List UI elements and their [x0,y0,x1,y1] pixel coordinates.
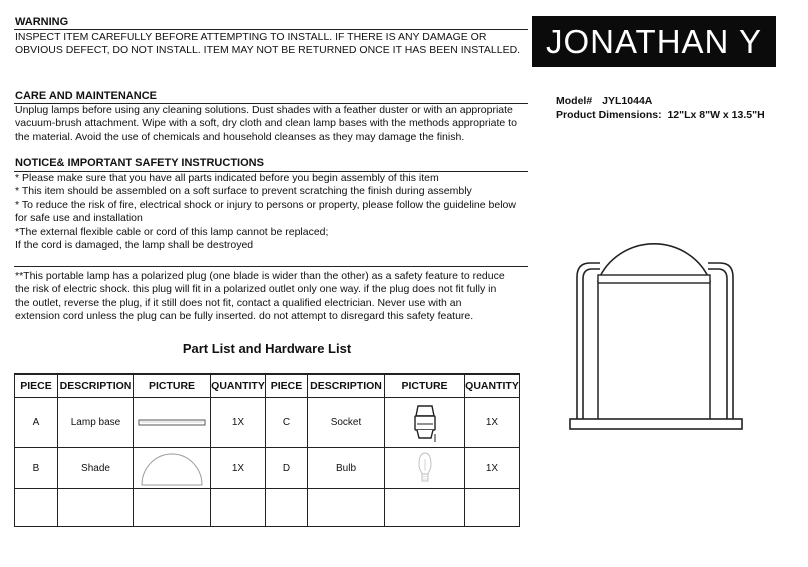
picture-cell [134,398,211,448]
lamp-frame-left [577,263,600,419]
dimensions-value: 12"Lx 8"W x 13.5"H [667,109,765,121]
description-cell: Shade [58,448,134,489]
plug-notice-line: the outlet, reverse the plug, if it still does not fit, contact a qualified electrician. Never use with an [15,296,462,309]
piece-cell: D [266,448,308,489]
description-cell [308,489,385,527]
parts-table [14,373,520,527]
header-description: DESCRIPTION [308,374,385,398]
table-header-row [15,374,520,398]
header-piece: PIECE [15,374,58,398]
piece-cell: A [15,398,58,448]
brand-logo [532,16,776,67]
safety-line: If the cord is damaged, the lamp shall be destroyed [15,239,254,252]
model-value: JYL1044A [602,95,653,107]
warning-line: OBVIOUS DEFECT, DO NOT INSTALL. ITEM MAY NOT BE RETURNED ONCE IT HAS BEEN INSTALLED. [15,44,521,57]
safety-line: * This item should be assembled on a soft surface to prevent scratching the finish during assembly [15,185,472,198]
piece-cell [266,489,308,527]
care-line: vacuum-brush attachment. Wipe with a soft, dry cloth and clean lamp bases with the methods appropriate to [15,117,517,130]
quantity-cell: 1X [465,448,520,489]
dimensions-label: Product Dimensions: [556,109,662,121]
piece-cell: B [15,448,58,489]
picture-cell [385,448,465,489]
warning-title: WARNING [15,16,69,28]
warning-text [15,31,520,58]
plug-notice-line: **This portable lamp has a polarized plug (one blade is wider than the other) as a safety feature to reduce [15,270,505,282]
socket-icon [410,402,440,444]
quantity-cell [211,489,266,527]
model-label: Model# [556,95,593,107]
picture-cell [134,448,211,489]
safety-text [15,172,516,252]
care-text [15,104,517,144]
quantity-cell: 1X [465,398,520,448]
lamp-base-icon [137,416,207,430]
brand-name: JONATHAN Y [546,22,762,60]
quantity-cell [465,489,520,527]
care-line: the material. Avoid the use of chemicals and household cleanses as they may damage the finish. [15,130,465,143]
piece-cell: C [266,398,308,448]
picture-cell [134,489,211,527]
model-number-row [556,94,765,108]
description-cell: Lamp base [58,398,134,448]
parts-table-title: Part List and Hardware List [182,341,352,356]
picture-cell [385,398,465,448]
description-cell [58,489,134,527]
shade-icon [139,450,205,486]
plug-notice-line: the risk of electric shock. this plug will fit in a polarized outlet only one way. if the plug does not fit fully in [15,283,497,296]
picture-cell [385,489,465,527]
header-picture: PICTURE [385,374,465,398]
plug-notice-rule [14,266,528,267]
quantity-cell: 1X [211,448,266,489]
description-cell: Socket [308,398,385,448]
safety-line: *The external flexible cable or cord of this lamp cannot be replaced; [15,225,329,238]
header-quantity: QUANTITY [465,374,520,398]
safety-line: for safe use and installation [15,212,143,225]
dimensions-row [556,108,765,122]
safety-title: NOTICE& IMPORTANT SAFETY INSTRUCTIONS [15,157,264,169]
bulb-icon [415,451,435,485]
header-quantity: QUANTITY [211,374,266,398]
header-picture: PICTURE [134,374,211,398]
care-line: Unplug lamps before using any cleaning solutions. Dust shades with a feather duster or with an appropriate [15,104,513,116]
description-cell: Bulb [308,448,385,489]
safety-line: * To reduce the risk of fire, electrical shock or injury to persons or property, please follow the guideline below [15,198,516,211]
warning-line: INSPECT ITEM CAREFULLY BEFORE ATTEMPTING TO INSTALL. IF THERE IS ANY DAMAGE OR [15,31,487,43]
plug-notice-line: extension cord unless the plug can be fully inserted. do not attempt to disregard this safety feature. [15,310,474,323]
table-row [15,489,520,527]
quantity-cell: 1X [211,398,266,448]
lamp-base [570,419,742,429]
table-row [15,398,520,448]
header-piece: PIECE [266,374,308,398]
piece-cell [15,489,58,527]
header-description: DESCRIPTION [58,374,134,398]
warning-rule [14,29,528,30]
care-title: CARE AND MAINTENANCE [15,90,157,102]
plug-notice-text [15,270,505,324]
lamp-frame-right [708,263,733,419]
table-row [15,448,520,489]
lamp-illustration [560,215,750,435]
safety-line: * Please make sure that you have all parts indicated before you begin assembly of this item [15,172,439,184]
model-info [556,94,765,122]
